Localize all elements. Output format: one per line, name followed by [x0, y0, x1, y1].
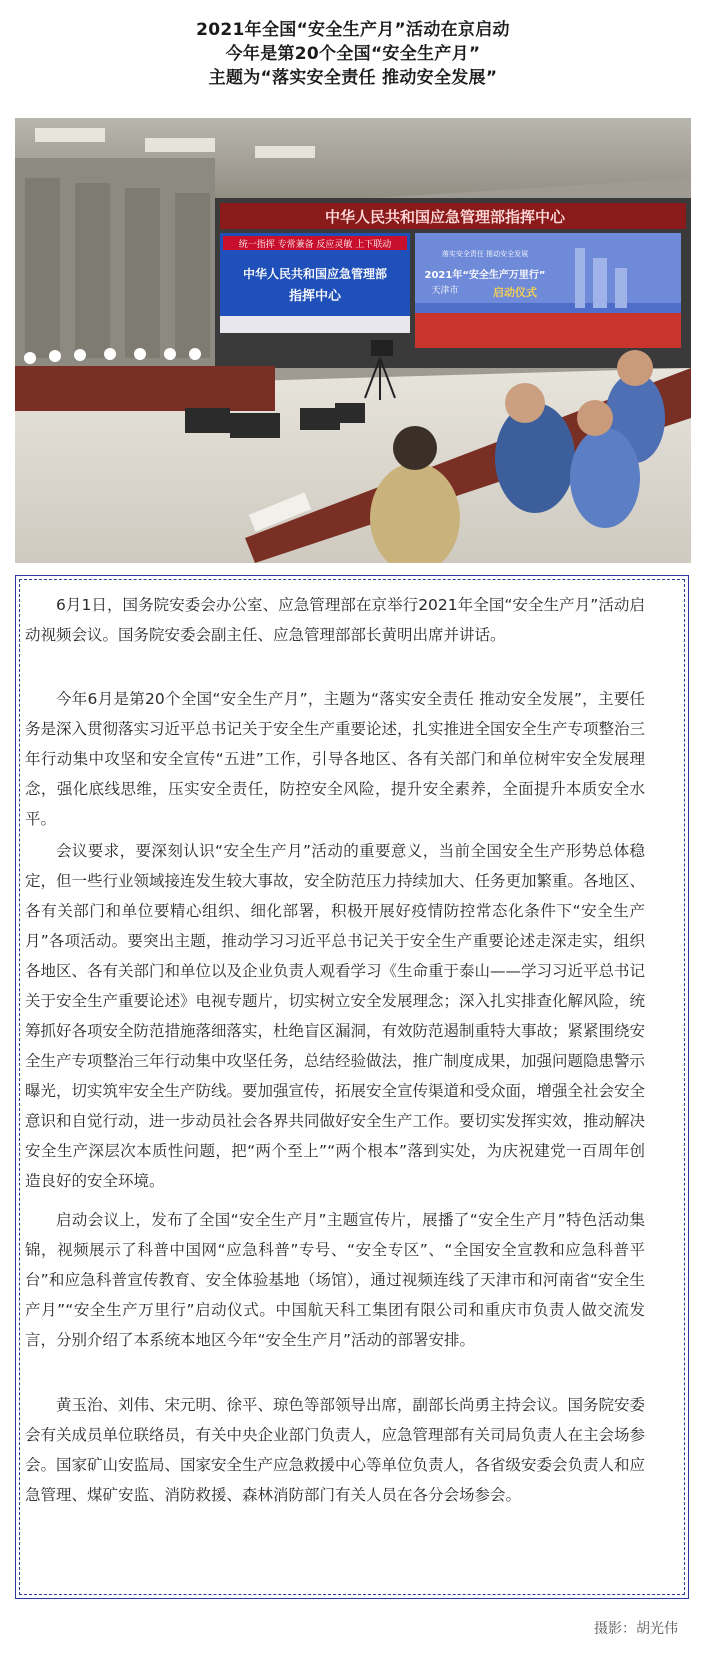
tower	[593, 258, 607, 308]
article-paragraph-3: 会议要求，要深刻认识“安全生产月”活动的重要意义，当前全国安全生产形势总体稳定，但一些行业领域接连发生较大事故，安全防范压力持续加大、任务更加繁重。各地区、各有关部门和单位要精心组织、细化部署，积极开展好疫情防控常态化条件下“安全生产月”各项活动。要突出主题，推动学习习近平总书记关于安全生产重要论述走深走实，组织各地区、各有关部门和单位以及企业负责人观看学习《生命重于泰山——学习习近平总书记关于安全生产重要论述》电视专题片，切实树立安全发展理念；深入扎实排查化解风险，统筹抓好各项安全防范措施落细落实，杜绝盲区漏洞，有效防范遏制重特大事故；紧紧围绕安全生产专项整治三年行动集中攻坚任务，总结经验做法，推广制度成果，加强问题隐患警示曝光，切实筑牢安全生产防线。要加强宣传，拓展安全宣传渠道和受众面，增强全社会安全意识和自觉行动，进一步动员社会各界共同做好安全生产工作。要切实发挥实效，推动解决安全生产深层次本质性问题，把“两个至上”“两个根本”落到实处，为庆祝建党一百周年创造良好的安全环境。	[25, 842, 646, 1190]
wall-panel	[75, 183, 110, 358]
right-screen-line-2: 2021年“安全生产万里行”	[424, 270, 546, 281]
video-camera	[371, 340, 393, 356]
ceiling-light	[145, 138, 215, 152]
photo-credit: 摄影：胡光伟	[594, 1621, 678, 1637]
banner-text: 中华人民共和国应急管理部指挥中心	[324, 208, 566, 226]
left-screen-title-2: 指挥中心	[288, 289, 342, 304]
wall-panel	[175, 193, 210, 358]
wall-panel	[25, 178, 60, 358]
left-screen-people-strip	[220, 316, 410, 333]
wall-panel	[125, 188, 160, 358]
right-screen-line-1: 落实安全责任 推动安全发展	[441, 250, 529, 258]
right-screen-stage	[415, 313, 681, 348]
ceiling-light	[255, 146, 315, 158]
news-photo	[15, 118, 691, 563]
ceiling-light	[35, 128, 105, 142]
left-screen-title-1: 中华人民共和国应急管理部	[242, 267, 388, 281]
floor-speaker	[230, 413, 280, 438]
headline-line-2: 今年是第20个全国“安全生产月”	[225, 44, 481, 64]
right-screen-line-4: 启动仪式	[493, 286, 537, 299]
desk-row-left	[15, 366, 275, 411]
floor-speaker	[335, 403, 365, 423]
right-screen-line-3: 天津市	[431, 286, 459, 296]
tower	[615, 268, 627, 308]
floor-speaker	[300, 408, 340, 430]
photo-illustration	[15, 118, 691, 563]
article-paragraph-1: 6月1日，国务院安委会办公室、应急管理部在京举行2021年全国“安全生产月”活动启动视频会议。国务院安委会副主任、应急管理部部长黄明出席并讲话。	[25, 596, 645, 644]
article-paragraph-5: 黄玉治、刘伟、宋元明、徐平、琼色等部领导出席，副部长尚勇主持会议。国务院安委会有关成员单位联络员，有关中央企业部门负责人，应急管理部有关司局负责人在主会场参会。国家矿山安监局、国家安全生产应急救援中心等单位负责人，各省级安委会负责人和应急管理、煤矿安监、消防救援、森林消防部门有关人员在各分会场参会。	[25, 1396, 646, 1504]
article-paragraph-2: 今年6月是第20个全国“安全生产月”，主题为“落实安全责任 推动安全发展”，主要任务是深入贯彻落实习近平总书记关于安全生产重要论述，扎实推进全国安全生产专项整治三年行动集中攻坚和安全宣传“五进”工作，引导各地区、各有关部门和单位树牢安全发展理念，强化底线思维，压实安全责任，防控安全风险，提升安全素养，全面提升本质安全水平。	[25, 690, 646, 828]
headline	[0, 18, 706, 90]
headline-line-1: 2021年全国“安全生产月”活动在京启动	[196, 20, 510, 40]
tower	[575, 248, 585, 308]
left-screen-slogan: 统一指挥 专常兼备 反应灵敏 上下联动	[238, 240, 392, 250]
article-paragraph-4: 启动会议上，发布了全国“安全生产月”主题宣传片，展播了“安全生产月”特色活动集锦，视频展示了科普中国网“应急科普”专号、“安全专区”、“全国安全宣教和应急科普平台”和应急科普宣传教育、安全体验基地（场馆），通过视频连线了天津市和河南省“安全生产月”“安全生产万里行”启动仪式。中国航天科工集团有限公司和重庆市负责人做交流发言，分别介绍了本系统本地区今年“安全生产月”活动的部署安排。	[25, 1211, 645, 1349]
floor-speaker	[185, 408, 230, 433]
headline-line-3: 主题为“落实安全责任 推动安全发展”	[208, 68, 498, 88]
